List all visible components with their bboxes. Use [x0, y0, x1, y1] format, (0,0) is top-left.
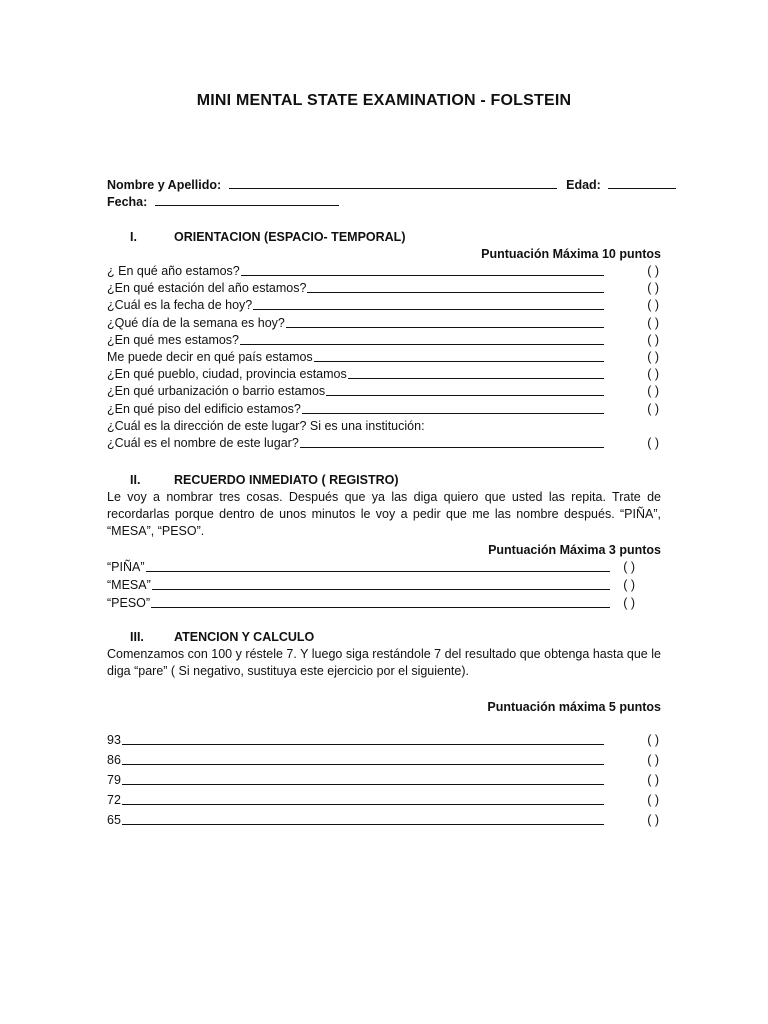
- section1-item-label: ¿Cuál es el nombre de este lugar?: [107, 436, 299, 450]
- section1-score-box[interactable]: ( ): [647, 315, 659, 330]
- section2-score-box[interactable]: ( ): [623, 560, 635, 574]
- section1-row: [107, 280, 661, 296]
- name-field-row: [107, 177, 676, 193]
- name-label: Nombre y Apellido:: [107, 178, 222, 192]
- section1-answer-blank[interactable]: [241, 275, 604, 276]
- section1-score-box[interactable]: ( ): [647, 281, 659, 296]
- section3-row: [107, 772, 661, 788]
- section2-item-label: “PIÑA”: [107, 560, 145, 574]
- section1-item-label: ¿ En qué año estamos?: [107, 264, 240, 278]
- section2-answer-blank[interactable]: [152, 589, 610, 590]
- section1-row: [107, 366, 661, 382]
- section1-title: ORIENTACION (ESPACIO- TEMPORAL): [174, 230, 406, 244]
- section3-item-label: 93: [107, 733, 121, 747]
- section1-row: [107, 383, 661, 399]
- section1-row: [107, 315, 661, 331]
- date-field-row: [107, 194, 339, 210]
- section3-row: [107, 752, 661, 768]
- section1-row: [107, 435, 661, 451]
- age-blank[interactable]: [608, 177, 676, 189]
- section3-answer-blank[interactable]: [122, 784, 604, 785]
- section1-answer-blank[interactable]: [348, 378, 604, 379]
- section2-item-label: “PESO”: [107, 596, 151, 610]
- section3-row: [107, 732, 661, 748]
- age-label: Edad:: [566, 178, 601, 192]
- section3-row: [107, 792, 661, 808]
- section3-item-label: 86: [107, 753, 121, 767]
- section3-answer-blank[interactable]: [122, 804, 604, 805]
- section1-answer-blank[interactable]: [240, 344, 604, 345]
- section3-item-label: 79: [107, 773, 121, 787]
- section2-score-box[interactable]: ( ): [623, 578, 635, 592]
- section1-score-box[interactable]: ( ): [647, 384, 659, 399]
- section2-max-score: Puntuación Máxima 3 puntos: [488, 543, 661, 557]
- section3-score-box[interactable]: ( ): [647, 753, 659, 767]
- section1-score-box[interactable]: ( ): [647, 298, 659, 313]
- section2-number: II.: [130, 473, 141, 487]
- section1-item-label: ¿En qué piso del edificio estamos?: [107, 401, 301, 416]
- section1-item-label: ¿Qué día de la semana es hoy?: [107, 315, 285, 330]
- section1-answer-blank[interactable]: [302, 413, 604, 414]
- section1-answer-blank[interactable]: [326, 395, 604, 396]
- section3-answer-blank[interactable]: [122, 764, 604, 765]
- section2-row: [107, 577, 661, 593]
- section3-number: III.: [130, 630, 144, 644]
- section3-answer-blank[interactable]: [122, 824, 604, 825]
- section1-row: [107, 332, 661, 348]
- name-blank[interactable]: [229, 177, 557, 189]
- section1-score-box[interactable]: ( ): [647, 367, 659, 382]
- section3-row: [107, 812, 661, 828]
- section1-row: [107, 349, 661, 365]
- date-label: Fecha:: [107, 195, 148, 209]
- section2-row: [107, 595, 661, 611]
- section1-item-label: ¿En qué mes estamos?: [107, 332, 240, 347]
- section2-row: [107, 559, 661, 575]
- document-title: MINI MENTAL STATE EXAMINATION - FOLSTEIN: [196, 92, 572, 109]
- section3-score-box[interactable]: ( ): [647, 733, 659, 747]
- section1-score-box[interactable]: ( ): [647, 401, 659, 416]
- section1-item-label: ¿En qué pueblo, ciudad, provincia estamos: [107, 367, 347, 382]
- section2-answer-blank[interactable]: [151, 607, 610, 608]
- section3-item-label: 72: [107, 793, 121, 807]
- section1-answer-blank[interactable]: [307, 292, 604, 293]
- section3-score-box[interactable]: ( ): [647, 793, 659, 807]
- section2-title: RECUERDO INMEDIATO ( REGISTRO): [174, 473, 399, 487]
- section1-score-box[interactable]: ( ): [647, 332, 659, 347]
- section1-row: [107, 418, 661, 434]
- section2-instructions: Le voy a nombrar tres cosas. Después que ya las diga quiero que usted las repita. Trate de recordarlas porque dentro de unos minutos le voy a pedir que me las nombre después. “PIÑA”, “MESA”, “PESO”.: [107, 490, 661, 538]
- section3-max-score: Puntuación máxima 5 puntos: [487, 700, 661, 714]
- section3-instructions: Comenzamos con 100 y réstele 7. Y luego siga restándole 7 del resultado que obtenga hasta que le diga “pare” ( Si negativo, sustituya este ejercicio por el siguiente).: [107, 647, 661, 678]
- section3-item-label: 65: [107, 813, 121, 827]
- section3-answer-blank[interactable]: [122, 744, 604, 745]
- section1-row: [107, 297, 661, 313]
- section1-number: I.: [130, 230, 137, 244]
- section1-score-box[interactable]: ( ): [647, 264, 659, 278]
- section1-row: [107, 401, 661, 417]
- section2-item-label: “MESA”: [107, 578, 151, 592]
- section1-item-label: ¿Cuál es la fecha de hoy?: [107, 298, 253, 313]
- section1-item-label: ¿En qué urbanización o barrio estamos: [107, 384, 326, 399]
- date-blank[interactable]: [155, 194, 339, 206]
- section1-item-label: Me puede decir en qué país estamos: [107, 350, 313, 364]
- section1-item-label: ¿En qué estación del año estamos?: [107, 281, 307, 296]
- section1-row: [107, 263, 661, 279]
- section3-score-box[interactable]: ( ): [647, 813, 659, 827]
- section1-item-label: ¿Cuál es la dirección de este lugar? Si es una institución:: [107, 418, 425, 433]
- section1-answer-blank[interactable]: [253, 309, 604, 310]
- section2-score-box[interactable]: ( ): [623, 596, 635, 610]
- section1-score-box[interactable]: ( ): [647, 350, 659, 364]
- section1-answer-blank[interactable]: [314, 361, 604, 362]
- section2-answer-blank[interactable]: [146, 571, 610, 572]
- section1-max-score: Puntuación Máxima 10 puntos: [481, 247, 661, 261]
- section1-answer-blank[interactable]: [300, 447, 604, 448]
- section1-score-box[interactable]: ( ): [647, 436, 659, 450]
- section1-answer-blank[interactable]: [286, 327, 604, 328]
- section3-score-box[interactable]: ( ): [647, 773, 659, 787]
- section3-title: ATENCION Y CALCULO: [174, 630, 315, 644]
